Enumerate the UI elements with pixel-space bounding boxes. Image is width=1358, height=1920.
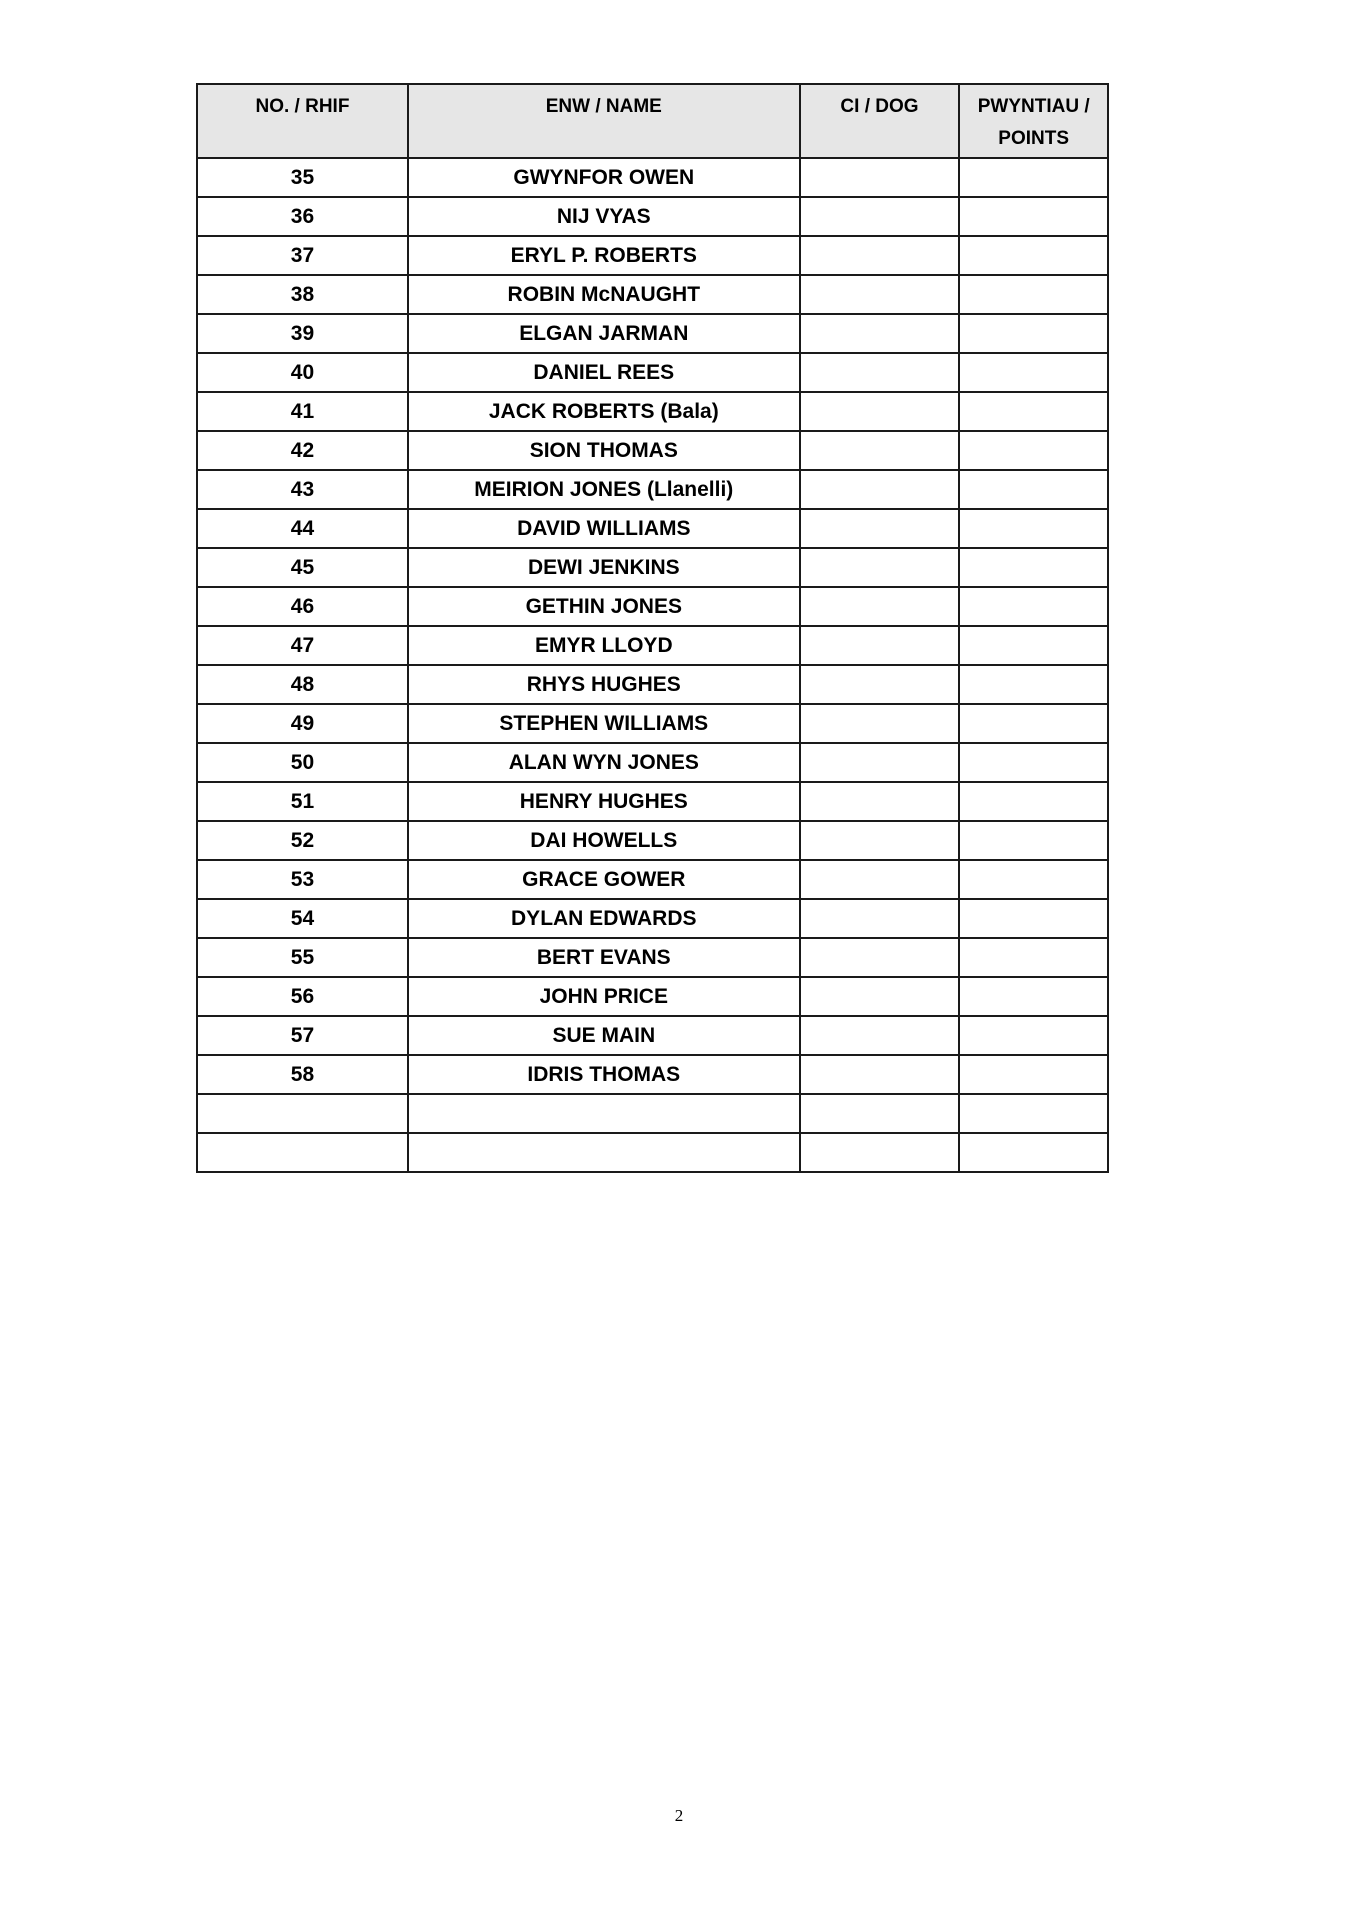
cell-dog [800,977,960,1016]
cell-no: 39 [197,314,408,353]
cell-no: 40 [197,353,408,392]
cell-points [959,236,1108,275]
table-header [197,84,1108,158]
cell-points [959,743,1108,782]
cell-dog [800,782,960,821]
cell-points [959,1055,1108,1094]
table-row [197,1055,1108,1094]
cell-name [408,1094,800,1133]
cell-name: DYLAN EDWARDS [408,899,800,938]
cell-dog [800,821,960,860]
cell-no: 43 [197,470,408,509]
table-row [197,665,1108,704]
cell-name: GRACE GOWER [408,860,800,899]
cell-dog [800,509,960,548]
cell-no: 52 [197,821,408,860]
cell-no: 47 [197,626,408,665]
table-row [197,938,1108,977]
cell-name: RHYS HUGHES [408,665,800,704]
table-row [197,587,1108,626]
cell-name: GWYNFOR OWEN [408,158,800,197]
cell-points [959,977,1108,1016]
table-row [197,158,1108,197]
cell-name: ROBIN McNAUGHT [408,275,800,314]
cell-name: MEIRION JONES (Llanelli) [408,470,800,509]
cell-dog [800,899,960,938]
table-row [197,548,1108,587]
cell-no [197,1133,408,1172]
cell-points [959,431,1108,470]
cell-no: 58 [197,1055,408,1094]
header-dog: CI / DOG [800,84,960,158]
cell-dog [800,275,960,314]
cell-no: 45 [197,548,408,587]
table-row [197,821,1108,860]
cell-dog [800,1094,960,1133]
cell-name: ERYL P. ROBERTS [408,236,800,275]
cell-dog [800,470,960,509]
cell-name: ALAN WYN JONES [408,743,800,782]
cell-dog [800,431,960,470]
cell-dog [800,626,960,665]
cell-dog [800,665,960,704]
cell-no: 42 [197,431,408,470]
cell-points [959,197,1108,236]
cell-points [959,782,1108,821]
cell-points [959,470,1108,509]
cell-no: 44 [197,509,408,548]
cell-points [959,665,1108,704]
cell-points [959,314,1108,353]
cell-no: 56 [197,977,408,1016]
cell-name: DEWI JENKINS [408,548,800,587]
cell-points [959,158,1108,197]
table-row [197,899,1108,938]
cell-no: 38 [197,275,408,314]
entry-table [196,83,1109,1173]
cell-no [197,1094,408,1133]
page-number: 2 [674,1806,684,1825]
cell-name: JOHN PRICE [408,977,800,1016]
table-row [197,977,1108,1016]
cell-name: STEPHEN WILLIAMS [408,704,800,743]
cell-points [959,509,1108,548]
header-points: PWYNTIAU / POINTS [959,84,1108,158]
table-row [197,1016,1108,1055]
cell-name: ELGAN JARMAN [408,314,800,353]
cell-name: SION THOMAS [408,431,800,470]
table-row [197,392,1108,431]
cell-points [959,548,1108,587]
cell-no: 37 [197,236,408,275]
cell-name: DAVID WILLIAMS [408,509,800,548]
cell-dog [800,1133,960,1172]
cell-no: 55 [197,938,408,977]
cell-no: 46 [197,587,408,626]
cell-points [959,821,1108,860]
cell-name: JACK ROBERTS (Bala) [408,392,800,431]
cell-dog [800,548,960,587]
cell-name: NIJ VYAS [408,197,800,236]
cell-points [959,353,1108,392]
table-row [197,197,1108,236]
table-row [197,275,1108,314]
cell-points [959,392,1108,431]
cell-points [959,275,1108,314]
cell-name: IDRIS THOMAS [408,1055,800,1094]
table-row [197,470,1108,509]
cell-no: 50 [197,743,408,782]
table-row [197,743,1108,782]
cell-dog [800,1016,960,1055]
table-row [197,782,1108,821]
cell-points [959,1133,1108,1172]
cell-dog [800,704,960,743]
cell-no: 57 [197,1016,408,1055]
cell-points [959,1016,1108,1055]
table-row [197,860,1108,899]
cell-name: GETHIN JONES [408,587,800,626]
cell-name: EMYR LLOYD [408,626,800,665]
header-row [197,84,1108,158]
cell-name: HENRY HUGHES [408,782,800,821]
cell-dog [800,587,960,626]
table-row [197,626,1108,665]
cell-dog [800,860,960,899]
cell-dog [800,743,960,782]
header-name: ENW / NAME [408,84,800,158]
cell-dog [800,236,960,275]
cell-no: 51 [197,782,408,821]
cell-dog [800,314,960,353]
cell-no: 49 [197,704,408,743]
cell-dog [800,197,960,236]
cell-name: BERT EVANS [408,938,800,977]
cell-name: DAI HOWELLS [408,821,800,860]
table-row [197,314,1108,353]
cell-no: 48 [197,665,408,704]
table-body [197,158,1108,1172]
cell-dog [800,353,960,392]
cell-no: 35 [197,158,408,197]
table-row [197,1094,1108,1133]
cell-name [408,1133,800,1172]
cell-dog [800,158,960,197]
cell-no: 53 [197,860,408,899]
table-row [197,509,1108,548]
table-row [197,353,1108,392]
cell-points [959,899,1108,938]
cell-points [959,704,1108,743]
cell-name: DANIEL REES [408,353,800,392]
cell-points [959,860,1108,899]
table-row [197,1133,1108,1172]
cell-no: 54 [197,899,408,938]
table-row [197,431,1108,470]
cell-points [959,1094,1108,1133]
cell-no: 41 [197,392,408,431]
cell-name: SUE MAIN [408,1016,800,1055]
cell-no: 36 [197,197,408,236]
cell-points [959,626,1108,665]
table-row [197,704,1108,743]
header-no: NO. / RHIF [197,84,408,158]
cell-dog [800,938,960,977]
cell-points [959,587,1108,626]
cell-points [959,938,1108,977]
cell-dog [800,1055,960,1094]
cell-dog [800,392,960,431]
table-row [197,236,1108,275]
